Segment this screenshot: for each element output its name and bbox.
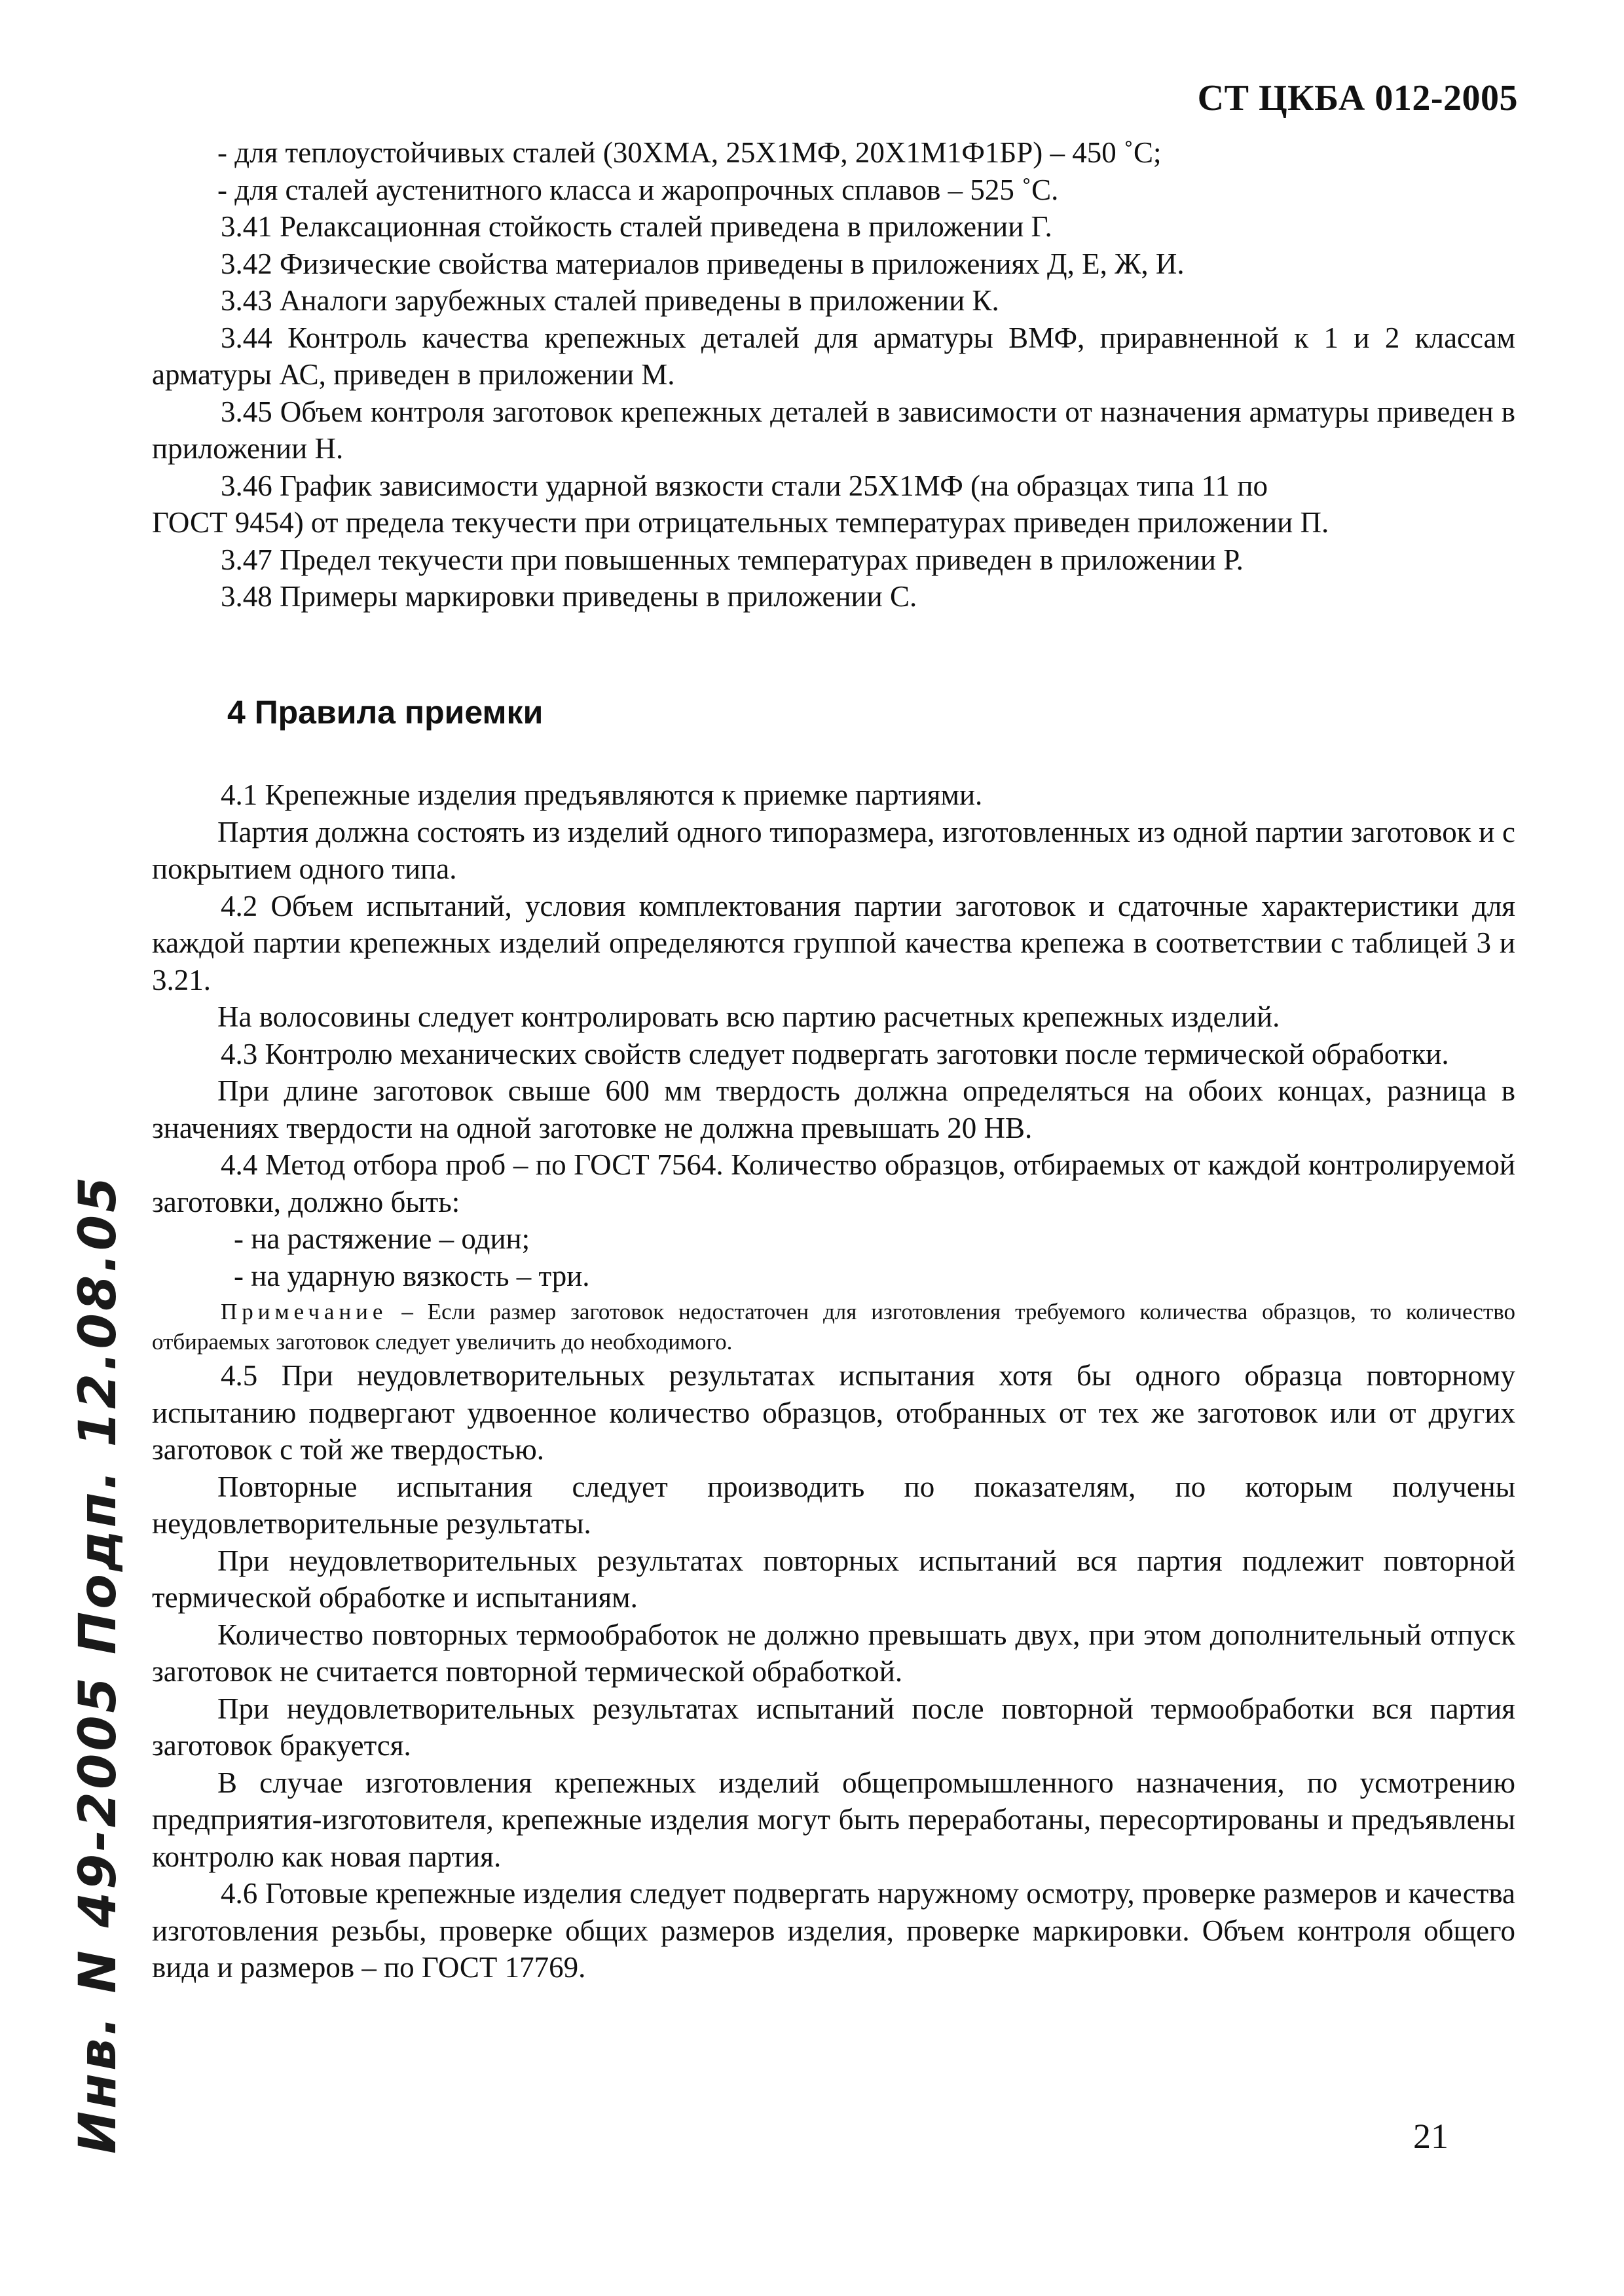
- paragraph: Повторные испытания следует производить по показателям, по которым получены неудовлетворительные результаты.: [152, 1470, 1515, 1540]
- paragraph: - для теплоустойчивых сталей (30ХМА, 25Х1МФ, 20Х1М1Ф1БР) – 450 ˚С;: [217, 136, 1162, 169]
- paragraph: 3.42 Физические свойства материалов приведены в приложениях Д, Е, Ж, И.: [221, 247, 1185, 280]
- paragraph: 3.43 Аналоги зарубежных сталей приведены в приложении К.: [221, 284, 999, 317]
- paragraph: При неудовлетворительных результатах испытаний после повторной термообработки вся партия заготовок бракуется.: [152, 1692, 1515, 1762]
- paragraph: 4.4 Метод отбора проб – по ГОСТ 7564. Количество образцов, отбираемых от каждой контролируемой заготовки, должно быть:: [152, 1148, 1515, 1218]
- inventory-stamp: Инв. N 49-2005 Подп. 12.08.05: [69, 1174, 128, 2154]
- paragraph: 3.45 Объем контроля заготовок крепежных деталей в зависимости от назначения арматуры приведен в приложении Н.: [152, 395, 1515, 465]
- section-heading: 4 Правила приемки: [227, 693, 544, 731]
- paragraph: 4.6 Готовые крепежные изделия следует подвергать наружному осмотру, проверке размеров и качества изготовления резьбы, проверке общих размеров изделия, проверке маркировки. Объем контроля общего вида и размеров – по ГОСТ 17769.: [152, 1877, 1515, 1984]
- paragraph: 4.1 Крепежные изделия предъявляются к приемке партиями.: [221, 778, 983, 811]
- paragraph: 4.3 Контролю механических свойств следует подвергать заготовки после термической обработки.: [221, 1037, 1449, 1070]
- paragraph: 4.2 Объем испытаний, условия комплектования партии заготовок и сдаточные характеристики для каждой партии крепежных изделий определяются группой качества крепежа в соответствии с таблицей 3 и 3.21.: [152, 889, 1515, 996]
- paragraph: 3.44 Контроль качества крепежных деталей для арматуры ВМФ, приравненной к 1 и 2 классам арматуры АС, приведен в приложении М.: [152, 321, 1515, 391]
- paragraph: - для сталей аустенитного класса и жаропрочных сплавов – 525 ˚С.: [217, 173, 1059, 206]
- document-code-header: СТ ЦКБА 012-2005: [1197, 78, 1518, 118]
- paragraph: На волосовины следует контролировать всю партию расчетных крепежных изделий.: [217, 1000, 1280, 1033]
- paragraph: 4.5 При неудовлетворительных результатах испытания хотя бы одного образца повторному испытанию подвергают удвоенное количество образцов, отобранных от тех же заготовок или от других заготовок с той же твердостью.: [152, 1359, 1515, 1466]
- note: [152, 1297, 1515, 1357]
- note-text: – Если размер заготовок недостаточен для изготовления требуемого количества образцов, то количество отбираемых заготовок следует увеличить до необходимого.: [152, 1299, 1515, 1355]
- paragraph: 3.48 Примеры маркировки приведены в приложении С.: [221, 580, 917, 613]
- paragraph: Партия должна состоять из изделий одного типоразмера, изготовленных из одной партии заготовок и с покрытием одного типа.: [152, 815, 1515, 885]
- document-body: [152, 134, 1515, 1986]
- paragraph: При неудовлетворительных результатах повторных испытаний вся партия подлежит повторной термической обработке и испытаниям.: [152, 1544, 1515, 1614]
- list-item: - на ударную вязкость – три.: [234, 1259, 590, 1292]
- note-label: Примечание: [221, 1299, 388, 1324]
- list-item: - на растяжение – один;: [234, 1222, 530, 1255]
- paragraph: ГОСТ 9454) от предела текучести при отрицательных температурах приведен приложении П.: [152, 506, 1329, 539]
- page-number: 21: [1413, 2117, 1449, 2156]
- paragraph: При длине заготовок свыше 600 мм твердость должна определяться на обоих концах, разница в значениях твердости на одной заготовке не должна превышать 20 НВ.: [152, 1074, 1515, 1144]
- paragraph: В случае изготовления крепежных изделий общепромышленного назначения, по усмотрению предприятия-изготовителя, крепежные изделия могут быть переработаны, пересортированы и предъявлены контролю как новая партия.: [152, 1766, 1515, 1873]
- paragraph: 3.46 График зависимости ударной вязкости стали 25Х1МФ (на образцах типа 11 по: [221, 469, 1268, 502]
- paragraph: Количество повторных термообработок не должно превышать двух, при этом дополнительный отпуск заготовок не считается повторной термической обработкой.: [152, 1618, 1515, 1688]
- paragraph: 3.47 Предел текучести при повышенных температурах приведен в приложении Р.: [221, 543, 1244, 576]
- paragraph: 3.41 Релаксационная стойкость сталей приведена в приложении Г.: [221, 210, 1052, 243]
